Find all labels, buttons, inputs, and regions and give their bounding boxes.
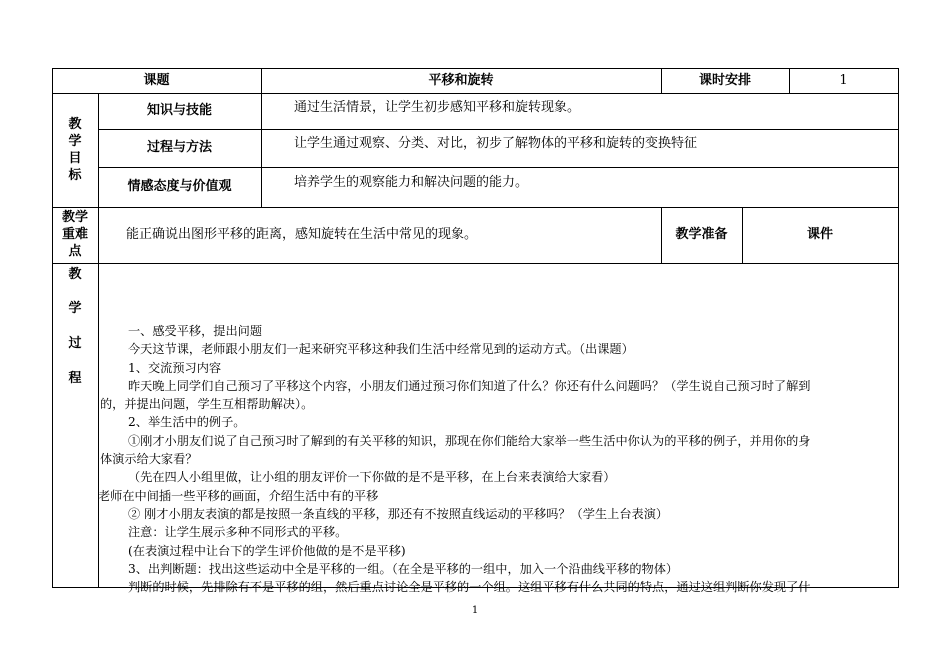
page-number: 1 xyxy=(471,605,479,616)
process-line: 昨天晚上同学们自己预习了平移这个内容，小朋友们通过预习你们知道了什么？你还有什么问题吗？（学生说自己预习时了解到 xyxy=(128,378,811,393)
schedule-value: 1 xyxy=(839,73,848,88)
process-line: ② 刚才小朋友表演的都是按照一条直线的平移，那还有不按照直线运动的平移吗？（学生上台表演） xyxy=(128,506,669,521)
topic-label: 课题 xyxy=(143,73,170,88)
table-border xyxy=(52,263,899,264)
process-body xyxy=(98,322,896,596)
process-line: （先在四人小组里做，让小组的朋友评价一下你做的是不是平移，在上台来表演给大家看） xyxy=(128,470,616,485)
table-border-right xyxy=(898,68,899,588)
process-line: 判断的时候，先排除有不是平移的组，然后重点讨论全是平移的一个组。这组平移有什么共同的特点，通过这组判断你发现了什 xyxy=(128,580,811,595)
objective-label-attitude: 情感态度与价值观 xyxy=(127,179,232,194)
lesson-plan-page: 课题 平移和旋转 课时安排 1 教 学 目 标 知识与技能 通过生活情景，让学生初步感知平移和旋转现象。 过程与方法 让学生通过观察、分类、对比，初步了解物体的平移和旋转的变换特征 情感态度与价值观 培养学生的观察能力和解决问题的能力。 教学 重难 点 能正确说出图形平移的距离，感知旋转在生活中常见的现象。 教学准备 课件 教 学 过 程 一、感受平移，提出问题 今天这节课，老师跟小朋友们一起来研究平移这种我们生活中经常见到的运动方式。（出课题） 1、交流预习内容 昨天晚上同学们自己预习了平移这个内容，小朋友们通过预习你们知道了什么？你还有什么问题吗？（学生说自己预习时了解到 的，并提出问题，学生互相帮助解决）。 2、举生活中的例子。 ①刚才小朋友们说了自己预习时了解到的有关平移的知识，那现在你们能给大家举一些生活中你认为的平移的例子，并用你的身 体演示给大家看？ （先在四人小组里做，让小组的朋友评价一下你做的是不是平移，在上台来表演给大家看） 老师在中间插一些平移的画面，介绍生活中有的平移 ② 刚才小朋友表演的都是按照一条直线的平移，那还有不按照直线运动的平移吗？（学生上台表演） 注意：让学生展示多种不同形式的平移。 (在表演过程中让台下的学生评价他做的是不是平移) 3、出判断题：找出这些运动中全是平移的一组。（在全是平移的一组中，加入一个沿曲线平移的物体） 判断的时候，先排除有不是平移的组，然后重点讨论全是平移的一个组。这组平移有什么共同的特点，通过这组判断你发现了什 1 xyxy=(0,0,950,672)
key-points-label: 教学 重难 点 xyxy=(61,210,88,259)
table-border xyxy=(98,263,99,588)
prep-value: 课件 xyxy=(806,227,833,242)
process-line: 老师在中间插一些平移的画面，介绍生活中有的平移 xyxy=(98,488,379,503)
process-line: 体演示给大家看？ xyxy=(100,452,198,467)
table-border xyxy=(261,93,262,208)
prep-label: 教学准备 xyxy=(675,227,728,242)
process-line: (在表演过程中让台下的学生评价他做的是不是平移) xyxy=(128,543,406,558)
key-points-text: 能正确说出图形平移的距离，感知旋转在生活中常见的现象。 xyxy=(126,227,478,242)
process-line: 一、感受平移，提出问题 xyxy=(128,324,263,338)
process-line: 注意：让学生展示多种不同形式的平移。 xyxy=(128,525,348,540)
objective-text-attitude: 培养学生的观察能力和解决问题的能力。 xyxy=(294,175,529,190)
schedule-label: 课时安排 xyxy=(698,73,751,88)
process-line: 今天这节课，老师跟小朋友们一起来研究平移这种我们生活中经常见到的运动方式。（出课题） xyxy=(128,342,634,357)
table-border xyxy=(98,207,99,264)
objectives-label: 教 学 目 标 xyxy=(68,117,82,183)
objective-label-process: 过程与方法 xyxy=(146,140,212,155)
topic-value: 平移和旋转 xyxy=(428,73,494,88)
process-line: 的，并提出问题，学生互相帮助解决）。 xyxy=(100,397,314,412)
process-line: 2、举生活中的例子。 xyxy=(128,415,246,430)
process-line: ①刚才小朋友们说了自己预习时了解到的有关平移的知识，那现在你们能给大家举一些生活中你认为的平移的例子，并用你的身 xyxy=(128,433,811,448)
objective-text-process: 让学生通过观察、分类、对比，初步了解物体的平移和旋转的变换特征 xyxy=(294,136,698,151)
process-line: 1、交流预习内容 xyxy=(128,360,222,375)
objective-label-knowledge: 知识与技能 xyxy=(146,103,212,118)
objective-text-knowledge: 通过生活情景，让学生初步感知平移和旋转现象。 xyxy=(294,100,581,115)
process-line: 3、出判断题：找出这些运动中全是平移的一组。（在全是平移的一组中，加入一个沿曲线平移的物体） xyxy=(128,561,679,576)
